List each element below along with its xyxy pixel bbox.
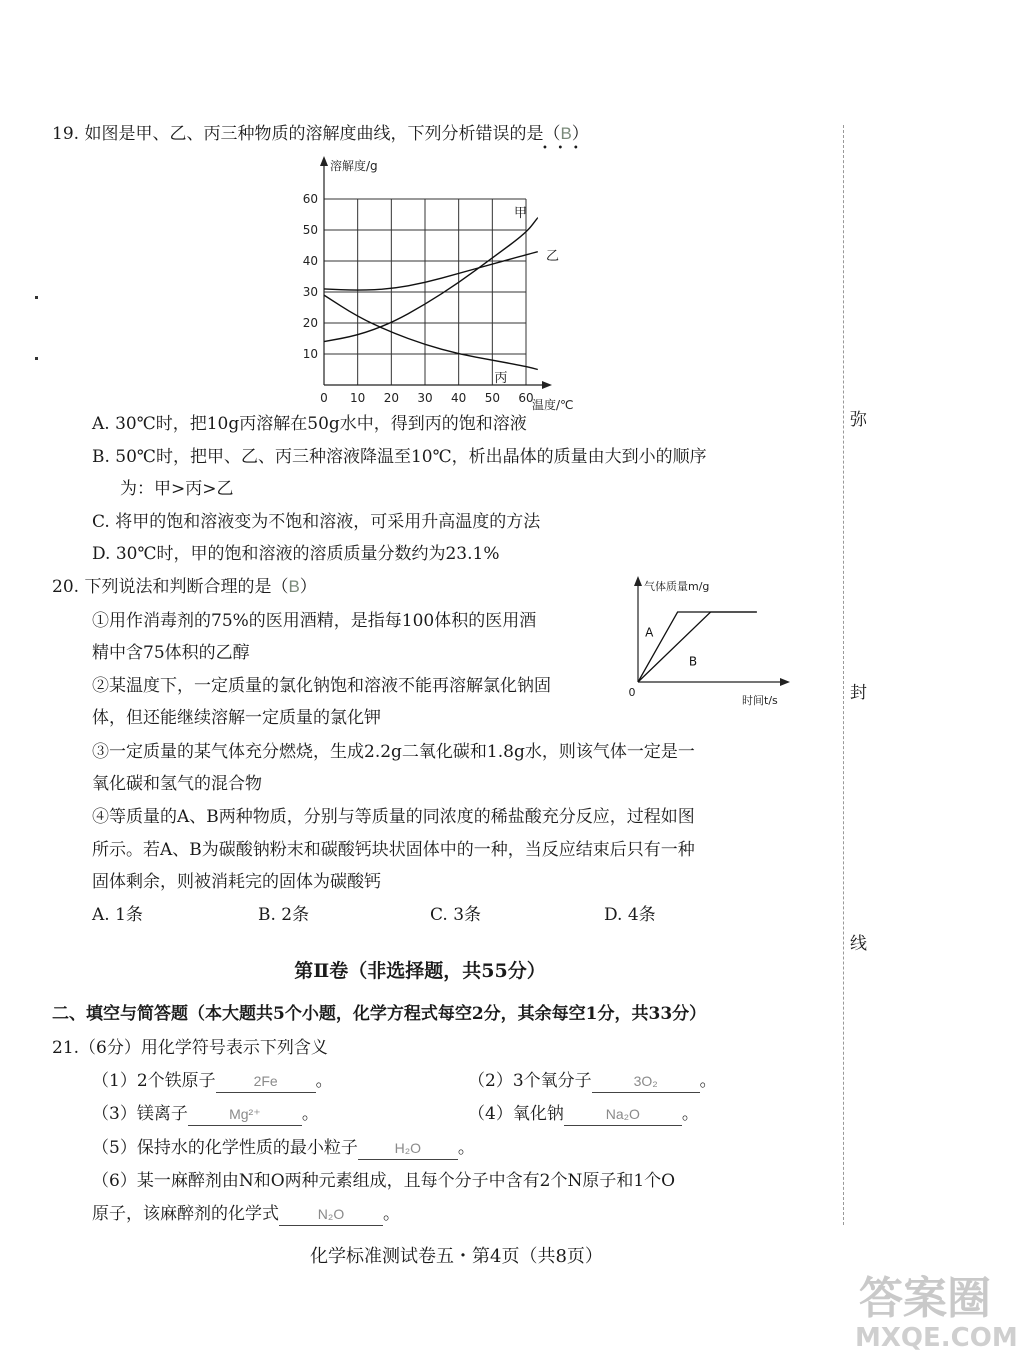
q20-stem: 20. 下列说法和判断合理的是（B） (52, 577, 317, 597)
margin-dot (35, 357, 38, 360)
y-tick-label: 50 (302, 223, 318, 237)
watermark-top-text: 答案圈 (859, 1273, 991, 1324)
x-tick-label: 10 (350, 391, 366, 405)
curve-丙 (324, 295, 538, 369)
binding-dashed-line (843, 125, 844, 1225)
answer-blank: Mg²⁺ (188, 1103, 302, 1126)
q21-item-4: （4）氧化钠 Na₂O 。 (468, 1104, 699, 1124)
series-label: 丙 (494, 370, 508, 386)
q20-statement-1b: 精中含75体积的乙醇 (92, 643, 250, 663)
watermark-logo (855, 1273, 1018, 1360)
emphasis-dots: • • • (542, 143, 579, 154)
q21-item-3: （3）镁离子 Mg²⁺ 。 (92, 1104, 319, 1124)
side-label-xian: 线 (850, 934, 867, 954)
x-tick-label: 30 (417, 391, 433, 405)
series-label: B (688, 654, 698, 669)
y-axis-arrow (320, 156, 328, 166)
y-axis-label: 溶解度/g (330, 159, 378, 173)
series-label: A (645, 625, 654, 640)
q20-statement-4a: ④等质量的A、B两种物质，分别与等质量的同浓度的稀盐酸充分反应，过程如图 (92, 807, 695, 827)
series-label: 甲 (514, 206, 528, 222)
x-tick-label: 0 (320, 391, 328, 405)
y-tick-label: 20 (302, 316, 318, 330)
page-footer: 化学标准测试卷五・第4页（共8页） (310, 1246, 603, 1267)
q21-item-1: （1）2个铁原子 2Fe 。 (92, 1071, 333, 1091)
q20-option-a: A. 1条 (92, 905, 143, 925)
q19-option-a: A. 30℃时，把10g丙溶解在50g水中，得到丙的饱和溶液 (92, 414, 527, 434)
watermark-bottom-text: MXQE.COM (855, 1323, 1018, 1353)
q20-option-d: D. 4条 (604, 905, 656, 925)
q20-statement-4b: 所示。若A、B为碳酸钠粉末和碳酸钙块状固体中的一种，当反应结束后只有一种 (92, 840, 695, 860)
q21-item-2: （2）3个氧分子 3O₂ 。 (468, 1071, 717, 1091)
q21-item-6a: （6）某一麻醉剂由N和O两种元素组成，且每个分子中含有2个N原子和1个O (92, 1171, 676, 1191)
q20-statement-3b: 氧化碳和氢气的混合物 (92, 774, 262, 794)
answer-blank: 2Fe (216, 1070, 316, 1093)
x-axis-label: 时间t/s (742, 694, 778, 707)
x-axis-label: 温度/℃ (532, 398, 574, 412)
answer-blank: Na₂O (564, 1103, 682, 1126)
x-axis-arrow (542, 381, 552, 389)
q20-statement-3a: ③一定质量的某气体充分燃烧，生成2.2g二氧化碳和1.8g水，则该气体一定是一 (92, 742, 695, 762)
side-label-mi: 弥 (850, 410, 867, 430)
y-tick-label: 30 (302, 285, 318, 299)
series-label: 乙 (546, 248, 560, 264)
x-tick-label: 60 (518, 391, 534, 405)
answer-blank: H₂O (358, 1137, 458, 1160)
q19-option-b: B. 50℃时，把甲、乙、丙三种溶液降温至10℃，析出晶体的质量由大到小的顺序 (92, 447, 707, 467)
q19-option-c: C. 将甲的饱和溶液变为不饱和溶液，可采用升高温度的方法 (92, 512, 541, 532)
q20-option-b: B. 2条 (258, 905, 310, 925)
x-axis-arrow (780, 678, 790, 686)
solubility-chart (290, 152, 610, 412)
y-axis-arrow (634, 576, 642, 586)
y-axis-label: 气体质量m/g (644, 580, 710, 593)
side-label-feng: 封 (850, 683, 867, 703)
y-tick-label: 10 (302, 347, 318, 361)
q20-statement-2a: ②某温度下，一定质量的氯化钠饱和溶液不能再溶解氯化钠固 (92, 676, 551, 696)
answer-blank: N₂O (279, 1203, 383, 1226)
x-tick-label: 20 (383, 391, 399, 405)
q19-answer: B (560, 124, 572, 143)
q20-option-c: C. 3条 (430, 905, 482, 925)
y-tick-label: 60 (302, 192, 318, 206)
q20-statement-4c: 固体剩余，则被消耗完的固体为碳酸钙 (92, 872, 381, 892)
x-tick-label: 40 (451, 391, 467, 405)
q20-answer: B (288, 577, 300, 596)
gas-mass-chart (620, 572, 795, 712)
q20-statement-2b: 体，但还能继续溶解一定质量的氯化钾 (92, 708, 381, 728)
answer-blank: 3O₂ (592, 1070, 700, 1093)
q19-option-d: D. 30℃时，甲的饱和溶液的溶质质量分数约为23.1% (92, 544, 500, 564)
q19-stem: 19. 如图是甲、乙、丙三种物质的溶解度曲线，下列分析错误的是（B） (52, 124, 589, 144)
q20-statement-1a: ①用作消毒剂的75%的医用酒精，是指每100体积的医用酒 (92, 611, 537, 631)
q21-item-6b: 原子，该麻醉剂的化学式 N₂O 。 (92, 1204, 400, 1224)
x-tick-label: 50 (484, 391, 500, 405)
line-A (638, 612, 757, 682)
margin-dot (35, 296, 38, 299)
line-B (638, 612, 757, 682)
curve-乙 (324, 252, 538, 290)
part2-heading: 二、填空与简答题（本大题共5个小题，化学方程式每空2分，其余每空1分，共33分） (52, 1004, 707, 1024)
q19-option-b-cont: 为：甲>丙>乙 (120, 479, 234, 499)
section-2-title: 第Ⅱ卷（非选择题，共55分） (294, 960, 546, 982)
q21-stem: 21.（6分）用化学符号表示下列含义 (52, 1038, 328, 1058)
q21-item-5: （5）保持水的化学性质的最小粒子 H₂O 。 (92, 1138, 475, 1158)
y-tick-label: 40 (302, 254, 318, 268)
origin-label: 0 (628, 686, 636, 699)
